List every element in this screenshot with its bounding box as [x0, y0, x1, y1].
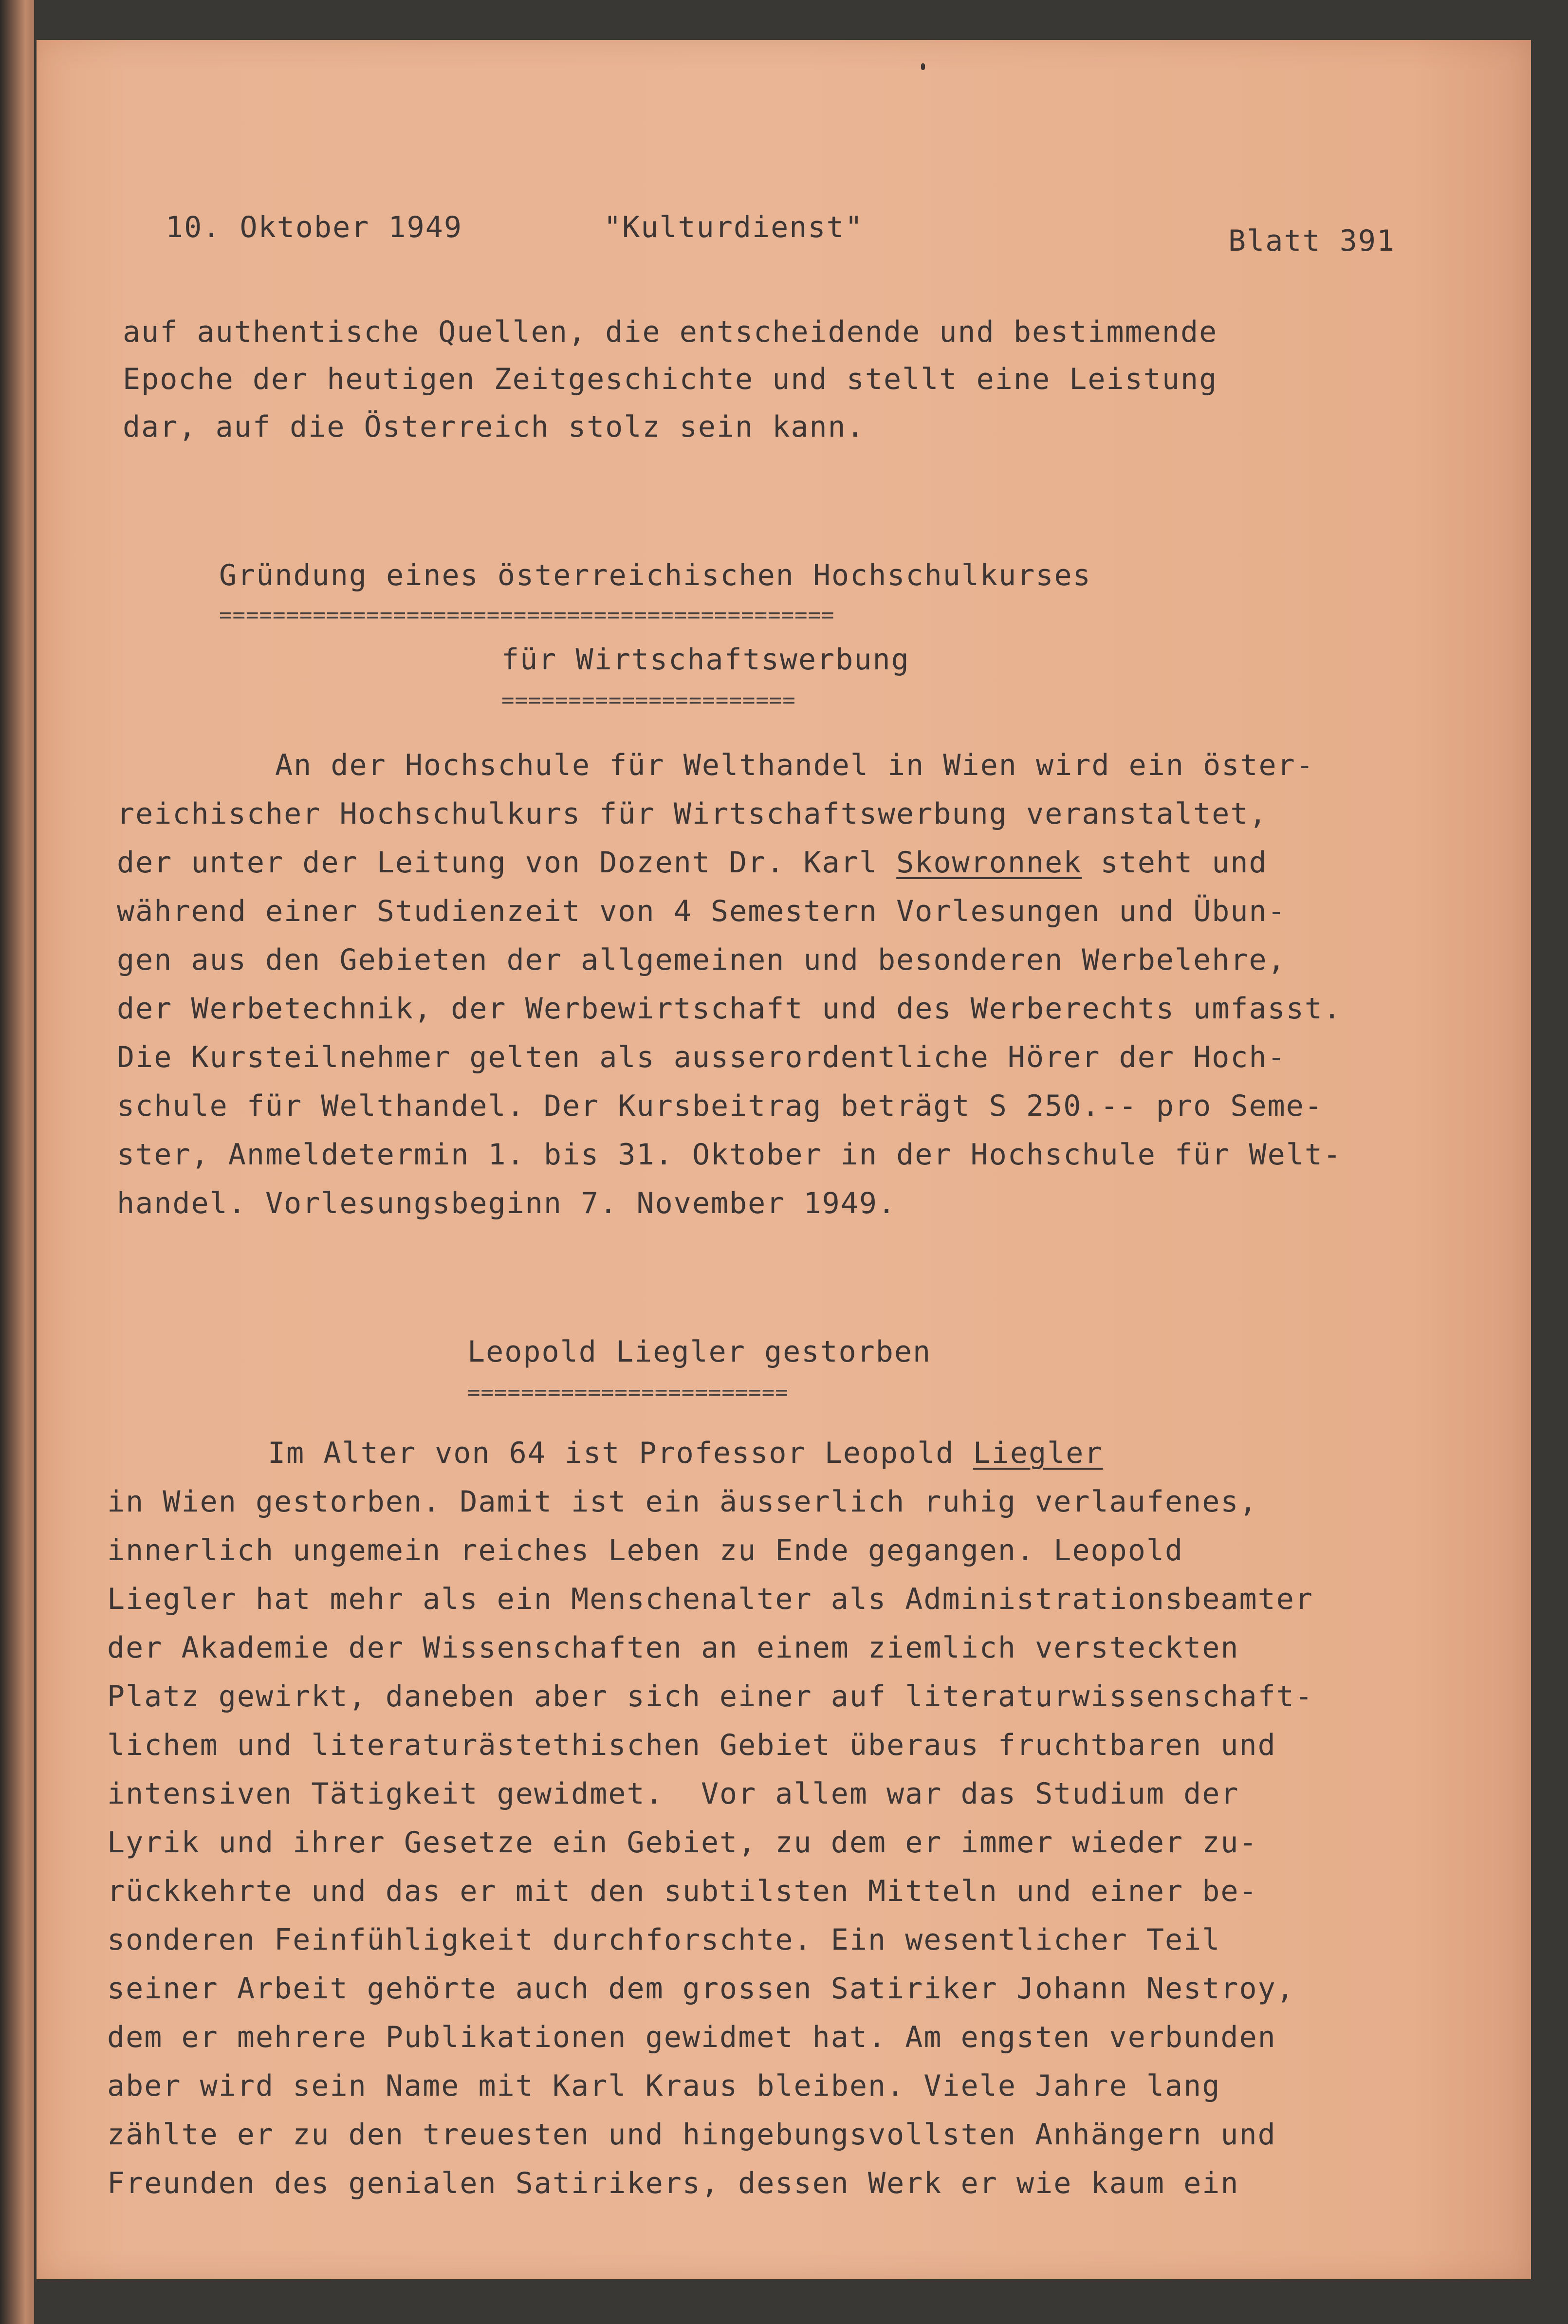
article2-line1-head: Im Alter von 64 ist Professor Leopold [268, 1436, 973, 1470]
article2-line: intensiven Tätigkeit gewidmet. Vor allem war das Studium der [107, 1777, 1239, 1811]
article1-line: der Werbetechnik, der Werbewirtschaft und des Werberechts umfasst. [117, 992, 1342, 1026]
article1-line: gen aus den Gebieten der allgemeinen und besonderen Werbelehre, [117, 943, 1286, 977]
header-publication: "Kulturdienst" [604, 210, 864, 244]
article2-line: in Wien gestorben. Damit ist ein äusserlich ruhig verlaufenes, [107, 1485, 1258, 1519]
article2-title: Leopold Liegler gestorben [467, 1335, 932, 1369]
article1-line: ster, Anmeldetermin 1. bis 31. Oktober in der Hochschule für Welt- [117, 1138, 1342, 1172]
article2-line: Freunden des genialen Satirikers, dessen Werk er wie kaum ein [107, 2166, 1239, 2200]
article1-line: handel. Vorlesungsbeginn 7. November 1949. [117, 1186, 897, 1220]
article1-title-line2: für Wirtschaftswerbung [501, 643, 910, 677]
article2-line: Platz gewirkt, daneben aber sich einer auf literaturwissenschaft- [107, 1679, 1313, 1714]
article1-title-rule1: ============================================== [219, 603, 835, 627]
article1-line: reichischer Hochschulkurs für Wirtschaftswerbung veranstaltet, [117, 797, 1268, 831]
header-sheet-number: Blatt 391 [1228, 224, 1396, 258]
article2-line: lichem und literaturästethischen Gebiet überaus fruchtbaren und [107, 1728, 1276, 1762]
article2-line: aber wird sein Name mit Karl Kraus bleiben. Viele Jahre lang [107, 2069, 1221, 2103]
document-page [37, 40, 1531, 2279]
article1-title-line1: Gründung eines österreichischen Hochschulkurses [219, 558, 1091, 592]
article2-line: rückkehrte und das er mit den subtilsten Mitteln und einer be- [107, 1874, 1258, 1908]
article2-line: dem er mehrere Publikationen gewidmet hat. Am engsten verbunden [107, 2020, 1276, 2054]
article1-name-skowronnek: Skowronnek [896, 846, 1082, 880]
article1-line: schule für Welthandel. Der Kursbeitrag beträgt S 250.-- pro Seme- [117, 1089, 1323, 1123]
article2-line: sonderen Feinfühligkeit durchforschte. Ein wesentlicher Teil [107, 1923, 1221, 1957]
article1-title-rule2: ====================== [501, 688, 796, 713]
header-date: 10. Oktober 1949 [166, 210, 462, 244]
article2-name-liegler: Liegler [973, 1436, 1103, 1470]
article2-line: seiner Arbeit gehörte auch dem grossen Satiriker Johann Nestroy, [107, 1972, 1295, 2006]
article1-line3-head: der unter der Leitung von Dozent Dr. Karl [117, 846, 897, 880]
article2-line: der Akademie der Wissenschaften an einem ziemlich versteckten [107, 1631, 1239, 1665]
intro-line: Epoche der heutigen Zeitgeschichte und stellt eine Leistung [123, 362, 1218, 396]
intro-line: auf authentische Quellen, die entscheidende und bestimmende [123, 315, 1218, 349]
article1-line: während einer Studienzeit von 4 Semestern Vorlesungen und Übun- [117, 894, 1286, 928]
intro-line: dar, auf die Österreich stolz sein kann. [123, 410, 865, 444]
article1-line3-tail: steht und [1082, 846, 1268, 880]
binding-edge [0, 0, 34, 2324]
article2-line: innerlich ungemein reiches Leben zu Ende gegangen. Leopold [107, 1533, 1184, 1568]
article2-line: zählte er zu den treuesten und hingebungsvollsten Anhängern und [107, 2118, 1276, 2152]
article1-line [117, 846, 1268, 880]
ink-speck [921, 63, 925, 70]
article1-line: Die Kursteilnehmer gelten als ausserordentliche Hörer der Hoch- [117, 1040, 1286, 1074]
article2-title-rule: ======================== [467, 1380, 789, 1405]
article2-line: Lyrik und ihrer Gesetze ein Gebiet, zu dem er immer wieder zu- [107, 1826, 1258, 1860]
article2-line: Liegler hat mehr als ein Menschenalter als Administrationsbeamter [107, 1582, 1313, 1616]
article1-line: An der Hochschule für Welthandel in Wien wird ein öster- [275, 748, 1314, 782]
article2-line [268, 1436, 1103, 1470]
